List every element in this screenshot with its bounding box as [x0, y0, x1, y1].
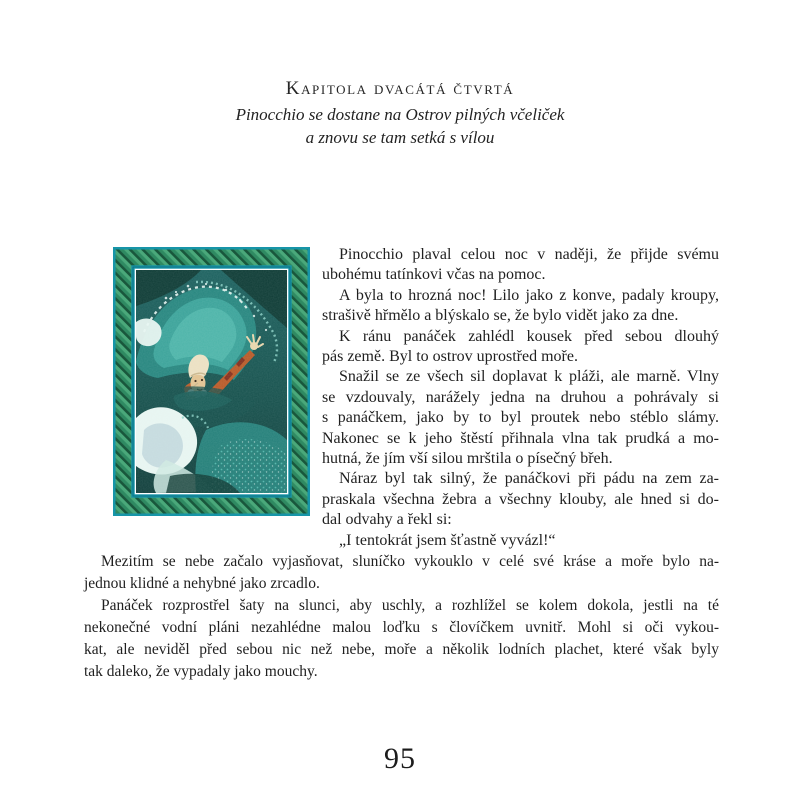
text-line: praskala všechna žebra a všechny klouby, ale hned si do-: [322, 490, 719, 508]
sea-painting: [136, 270, 287, 493]
text-line: Pinocchio plaval celou noc v naději, že přijde svému: [339, 246, 719, 263]
text-line: Mezitím se nebe začalo vyjasňovat, sluníčko vykouklo v celé své kráse a moře bylo na-: [101, 553, 719, 570]
text-line: Snažil se ze všech sil doplavat k pláži, ale marně. Vlny: [339, 368, 719, 386]
text-line: Nakonec se k jeho štěstí přihnala vlna tak prudká a mo-: [322, 429, 719, 447]
text-line: A byla to hrozná noc! Lilo jako z konve, padaly kroupy,: [339, 286, 719, 304]
text-line: strašivě hřmělo a blýskalo se, že bylo vidět jako za dne.: [322, 307, 679, 325]
text-line: tak daleko, že vypadaly jako mouchy.: [84, 663, 318, 680]
body-text-column: [322, 245, 719, 551]
illustration-svg: [113, 247, 310, 516]
text-line: nekonečné vodní pláni nezahlédne malou loďku s človíčkem uvnitř. Mohl si oči vykou-: [84, 619, 719, 636]
page-number: 95: [384, 742, 416, 775]
chapter-heading: Kapitola dvacátá čtvrtá: [285, 78, 515, 99]
text-line: jednou klidné a nehybné jako zrcadlo.: [84, 575, 320, 592]
text-line: Náraz byl tak silný, že panáčkovi při pádu na zem za-: [339, 470, 719, 488]
text-line: se vzdouvaly, narážely jedna na druhou a pohrávaly si: [322, 388, 719, 406]
text-line: hutná, že jím vší silou mrštila o písečný břeh.: [322, 450, 613, 468]
chapter-illustration: [113, 247, 310, 516]
chapter-subtitle-line-1: Pinocchio se dostane na Ostrov pilných včeliček: [235, 105, 565, 124]
text-line: „I tentokrát jsem šťastně vyvázl!“: [339, 531, 556, 549]
chapter-subtitle-line-2: a znovu se tam setká s vílou: [305, 128, 495, 147]
text-line: Panáček rozprostřel šaty na slunci, aby uschly, a rozhlížel se kolem dokola, jestli na té: [101, 597, 719, 614]
text-line: s panáčkem, jako by to byl proutek nebo stéblo slámy.: [322, 409, 719, 427]
body-text-full: [84, 551, 719, 683]
text-line: dal odvahy a řekl si:: [322, 511, 452, 529]
text-line: K ránu panáček zahlédl kousek před sebou dlouhý: [339, 327, 719, 345]
chapter-subtitle: [0, 103, 800, 149]
text-line: ubohému tatínkovi včas na pomoc.: [322, 266, 546, 284]
text-line: pás země. Byl to ostrov uprostřed moře.: [322, 348, 578, 366]
text-line: kat, ale neviděl před sebou nic než nebe, moře a několik lodních plachet, které však byly: [84, 641, 719, 658]
